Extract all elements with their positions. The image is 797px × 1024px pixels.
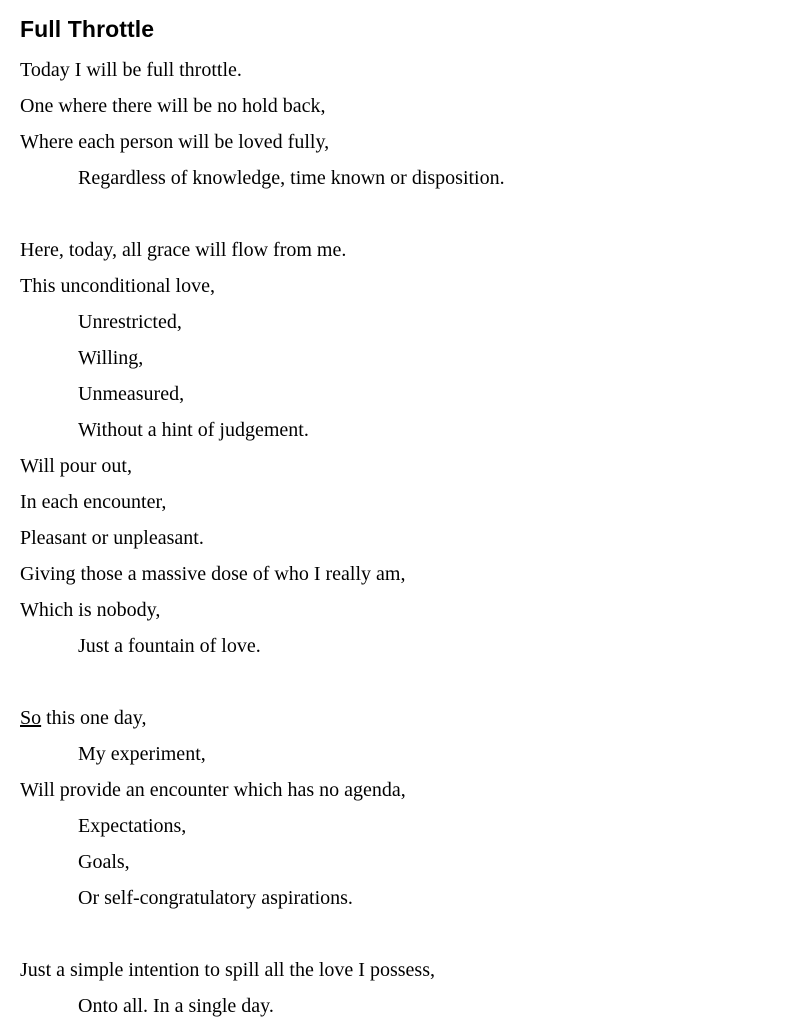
poem-line: Where each person will be loved fully, — [20, 131, 330, 153]
poem-line: Just a simple intention to spill all the love I possess, — [20, 959, 435, 981]
poem-line: Giving those a massive dose of who I really am, — [20, 563, 406, 585]
poem-line: One where there will be no hold back, — [20, 95, 326, 117]
poem-line: Or self-congratulatory aspirations. — [78, 887, 353, 909]
poem-line: My experiment, — [78, 743, 206, 765]
poem-line: Will pour out, — [20, 455, 132, 477]
poem-line: Which is nobody, — [20, 599, 161, 621]
poem-line: Pleasant or unpleasant. — [20, 527, 204, 549]
poem-line-text: this one day, — [41, 707, 147, 729]
poem-line: Unrestricted, — [78, 311, 182, 333]
poem-line: Goals, — [78, 851, 130, 873]
poem-line: Just a fountain of love. — [78, 635, 261, 657]
poem-line: Without a hint of judgement. — [78, 419, 309, 441]
poem-line: Onto all. In a single day. — [78, 995, 274, 1017]
poem-line: Here, today, all grace will flow from me. — [20, 239, 347, 261]
poem-line: Will provide an encounter which has no agenda, — [20, 779, 406, 801]
page-title: Full Throttle — [20, 16, 155, 42]
poem-line: In each encounter, — [20, 491, 167, 513]
poem-line: Expectations, — [78, 815, 187, 837]
blank-line — [20, 916, 769, 952]
blank-line — [20, 664, 769, 700]
poem-line: Today I will be full throttle. — [20, 59, 242, 81]
poem-line: Regardless of knowledge, time known or disposition. — [78, 167, 505, 189]
poem-body — [20, 52, 769, 1024]
poem-line: Unmeasured, — [78, 383, 185, 405]
underlined-word: So — [20, 707, 42, 729]
poem-line: This unconditional love, — [20, 275, 215, 297]
blank-line — [20, 196, 769, 232]
poem-line — [20, 700, 769, 736]
poem-line: Willing, — [78, 347, 144, 369]
